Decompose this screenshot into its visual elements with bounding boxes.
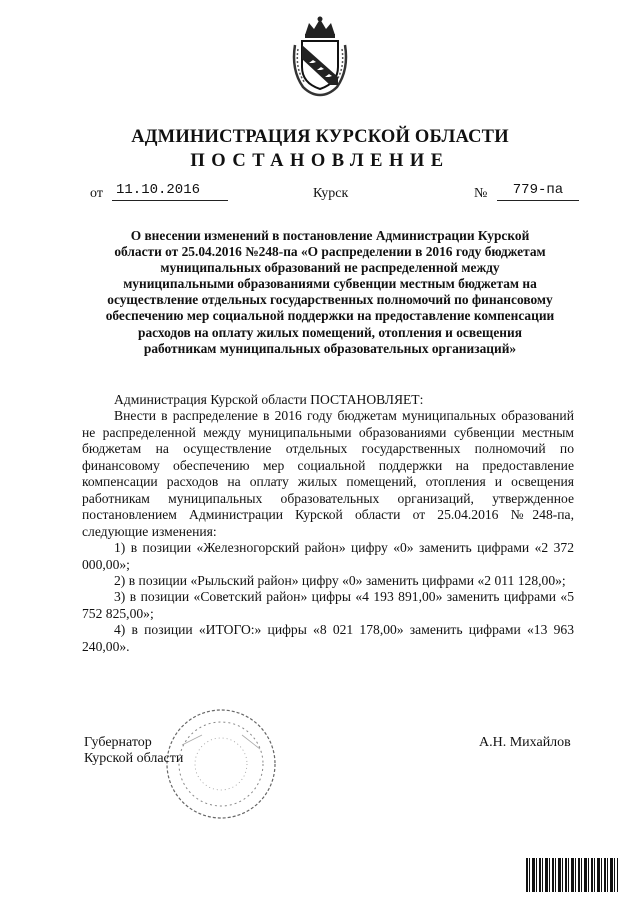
document-city: Курск: [313, 186, 349, 201]
change-item: 1) в позиции «Железногорский район» цифру «0» заменить цифрами «2 372 000,00»;: [82, 540, 574, 572]
change-item: 4) в позиции «ИТОГО:» цифры «8 021 178,00» заменить цифрами «13 963 240,00».: [82, 622, 574, 654]
document-number: 779-па: [497, 182, 579, 201]
document-kind: ПОСТАНОВЛЕНИЕ: [190, 151, 450, 171]
organization-title: АДМИНИСТРАЦИЯ КУРСКОЙ ОБЛАСТИ: [131, 127, 509, 147]
subject-line: О внесении изменений в постановление Администрации Курской: [130, 228, 530, 243]
document-subject: [86, 228, 574, 357]
subject-line: муниципальных образований не распределенной между: [160, 260, 500, 276]
change-item: 3) в позиции «Советский район» цифры «4 193 891,00» заменить цифрами «5 752 825,00»;: [82, 589, 574, 621]
number-prefix: №: [474, 186, 488, 201]
position-line: Губернатор: [84, 735, 152, 750]
subject-line: муниципальными образованиями субвенции местным бюджетам на: [123, 276, 537, 292]
resolution-statement: Администрация Курской области ПОСТАНОВЛЯЕТ:: [114, 392, 424, 407]
subject-line: расходов на оплату жилых помещений, отопления и освещения: [138, 324, 522, 340]
document-date: 11.10.2016: [112, 182, 228, 201]
change-item: 2) в позиции «Рыльский район» цифру «0» заменить цифрами «2 011 128,00»;: [114, 572, 566, 588]
position-line: Курской области: [84, 751, 184, 766]
body-paragraph: Внести в распределение в 2016 году бюджетам муниципальных образований не распределенной между муниципальными образованиями субвенции местным бюджетам на осуществление отдельных государственных полномочий по финансовому обеспечению мер социальной поддержки на предоставление компенсации расходов на оплату жилых помещений, отопления и освещения работникам муниципальных образовательных организаций, утвержденное постановлением Администрации Курской области от 25.04.2016 №248-па, следующие изменения:: [82, 408, 574, 539]
date-prefix: от: [90, 186, 103, 201]
subject-line: области от 25.04.2016 №248-па «О распределении в 2016 году бюджетам: [114, 244, 546, 260]
subject-line: работникам муниципальных образовательных организаций»: [143, 340, 517, 356]
document-body: [82, 392, 574, 655]
subject-line: обеспечению мер социальной поддержки на предоставление компенсации: [105, 308, 555, 324]
coat-of-arms-icon: [289, 15, 351, 97]
signatory-position: [84, 735, 183, 767]
subject-line: осуществление отдельных государственных полномочий по финансовому: [107, 292, 553, 308]
document-meta: [0, 182, 640, 204]
barcode: [526, 858, 618, 892]
signatory-name: А.Н. Михайлов: [479, 735, 571, 750]
